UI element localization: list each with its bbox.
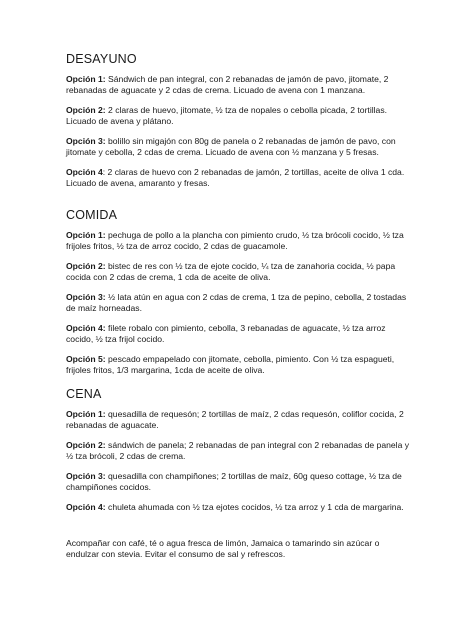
comida-option-3 [66, 292, 411, 314]
section-title-desayuno: DESAYUNO [66, 52, 137, 66]
option-text: quesadilla de requesón; 2 tortillas de maíz, 2 cdas requesón, coliflor cocida, 2 rebanadas de aguacate. [66, 409, 404, 430]
desayuno-option-4 [66, 167, 411, 189]
option-text: 2 claras de huevo, jitomate, ½ tza de nopales o cebolla picada, 2 tortillas. Licuado de avena y plátano. [66, 105, 388, 126]
option-text: Sándwich de pan integral, con 2 rebanadas de jamón de pavo, jitomate, 2 rebanadas de aguacate y 2 cdas de crema. Licuado de avena con 1 manzana. [66, 74, 389, 95]
option-text: filete robalo con pimiento, cebolla, 3 rebanadas de aguacate, ½ tza arroz cocido, ½ tza frijol cocido. [66, 323, 386, 344]
option-label: Opción 4: [66, 502, 106, 512]
comida-option-1 [66, 230, 411, 252]
option-label: Opción 3: [66, 136, 106, 146]
option-label: Opción 3: [66, 292, 106, 302]
option-text: bolillo sin migajón con 80g de panela o 2 rebanadas de jamón de pavo, con jitomate y cebolla, 2 cdas de crema. Licuado de avena con ½ manzana y 5 fresas. [66, 136, 396, 157]
option-text: ½ lata atún en agua con 2 cdas de crema, 1 tza de pepino, cebolla, 2 tostadas de maíz horneadas. [66, 292, 407, 313]
section-title-comida: COMIDA [66, 208, 118, 222]
section-desayuno [66, 52, 411, 198]
section-comida [66, 208, 411, 385]
cena-option-3 [66, 471, 411, 493]
option-label: Opción 2: [66, 440, 106, 450]
option-text: bistec de res con ½ tza de ejote cocido, ¼ tza de zanahoria cocida, ½ papa cocida con 2 cdas de crema, 1 cda de aceite de oliva. [66, 261, 396, 282]
comida-option-2 [66, 261, 411, 283]
option-label: Opción 1: [66, 74, 106, 84]
desayuno-option-1 [66, 74, 411, 96]
option-text: : 2 claras de huevo con 2 rebanadas de jamón, 2 tortillas, aceite de oliva 1 cda. Licuado de avena, amaranto y fresas. [66, 167, 405, 188]
option-label: Opción 4 [66, 167, 103, 177]
option-label: Opción 1: [66, 230, 106, 240]
option-label: Opción 4: [66, 323, 106, 333]
cena-option-1 [66, 409, 411, 431]
option-text: quesadilla con champiñones; 2 tortillas de maíz, 60g queso cottage, ½ tza de champiñones cocidos. [66, 471, 402, 492]
desayuno-option-3 [66, 136, 411, 158]
option-label: Opción 2: [66, 105, 106, 115]
section-title-cena: CENA [66, 387, 102, 401]
option-text: sándwich de panela; 2 rebanadas de pan integral con 2 rebanadas de panela y ½ tza brócoli, 2 cdas de crema. [66, 440, 410, 461]
option-text: chuleta ahumada con ½ tza ejotes cocidos, ½ tza arroz y 1 cda de margarina. [105, 502, 404, 512]
closing-note: Acompañar con café, té o agua fresca de limón, Jamaica o tamarindo sin azúcar o endulzar con stevia. Evitar el consumo de sal y refrescos. [66, 537, 380, 559]
option-label: Opción 1: [66, 409, 106, 419]
comida-option-5 [66, 354, 411, 376]
cena-option-4 [66, 502, 411, 513]
option-text: pechuga de pollo a la plancha con pimiento crudo, ½ tza brócoli cocido, ½ tza frijoles fritos, ½ tza de arroz cocido, 2 cdas de guacamole. [66, 230, 404, 251]
desayuno-option-2 [66, 105, 411, 127]
option-label: Opción 2: [66, 261, 106, 271]
comida-option-4 [66, 323, 411, 345]
cena-option-2 [66, 440, 411, 462]
option-label: Opción 5: [66, 354, 106, 364]
option-label: Opción 3: [66, 471, 106, 481]
section-cena [66, 387, 411, 522]
option-text: pescado empapelado con jitomate, cebolla, pimiento. Con ½ tza espagueti, frijoles fritos, 1/3 margarina, 1cda de aceite de oliva. [66, 354, 395, 375]
